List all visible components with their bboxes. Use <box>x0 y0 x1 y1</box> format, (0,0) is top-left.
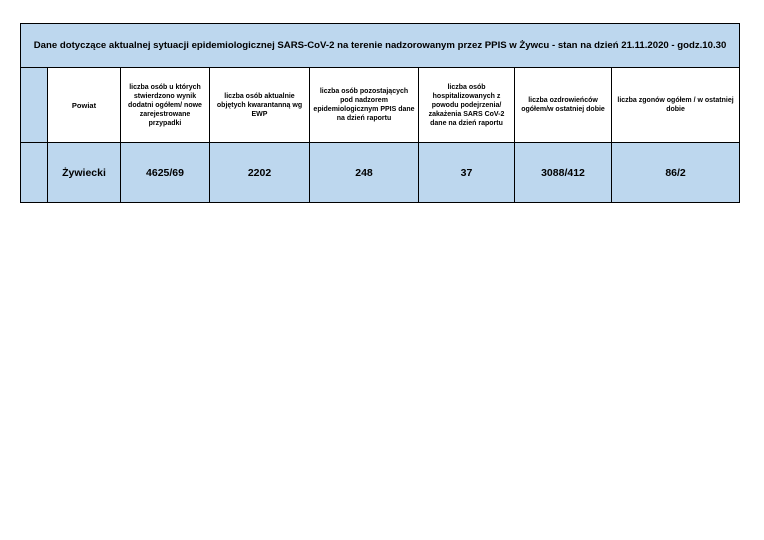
report-title: Dane dotyczące aktualnej sytuacji epidemiologicznej SARS-CoV-2 na terenie nadzorowanym przez PPIS w Żywcu - stan na dzień 21.11.2020 - godz.10.30 <box>21 24 740 68</box>
column-header-supervision: liczba osób pozostających pod nadzorem epidemiologicznym PPIS dane na dzień raportu <box>310 68 419 143</box>
cell-deaths: 86/2 <box>612 143 740 203</box>
epidemiological-report-table <box>20 23 740 203</box>
cell-positive-cases: 4625/69 <box>121 143 210 203</box>
header-row <box>21 68 740 143</box>
column-header-deaths: liczba zgonów ogółem / w ostatniej dobie <box>612 68 740 143</box>
cell-hospitalized: 37 <box>419 143 515 203</box>
column-header-powiat: Powiat <box>48 68 121 143</box>
cell-powiat: Żywiecki <box>48 143 121 203</box>
column-header-hospitalized: liczba osób hospitalizowanych z powodu podejrzenia/ zakażenia SARS CoV-2 dane na dzień raportu <box>419 68 515 143</box>
cell-quarantine: 2202 <box>210 143 310 203</box>
column-header-recovered: liczba ozdrowieńców ogółem/w ostatniej dobie <box>515 68 612 143</box>
header-blank-cell <box>21 68 48 143</box>
row-blank-cell <box>21 143 48 203</box>
column-header-quarantine: liczba osób aktualnie objętych kwarantanną wg EWP <box>210 68 310 143</box>
cell-recovered: 3088/412 <box>515 143 612 203</box>
column-header-positive-cases: liczba osób u których stwierdzono wynik dodatni ogółem/ nowe zarejestrowane przypadki <box>121 68 210 143</box>
table-row <box>21 143 740 203</box>
cell-supervision: 248 <box>310 143 419 203</box>
